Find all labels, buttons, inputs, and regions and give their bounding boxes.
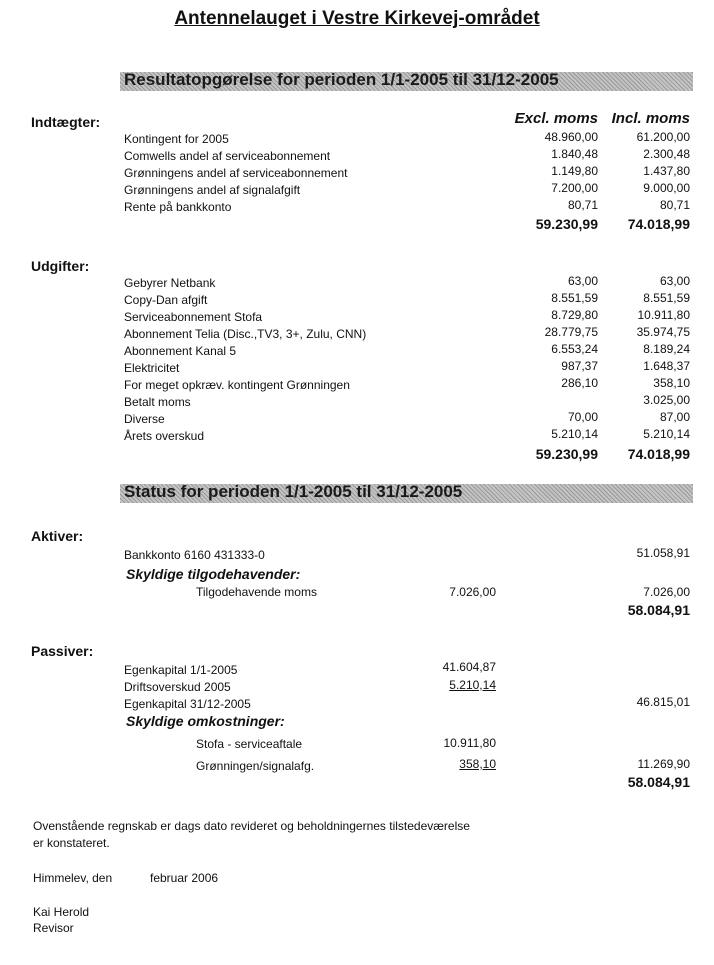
- expenses-row-label: Serviceabonnement Stofa: [124, 310, 263, 324]
- income-row-excl: 80,71: [567, 198, 598, 212]
- operating-surplus-label: Driftsoverskud 2005: [124, 680, 231, 694]
- expenses-row-label: Diverse: [124, 412, 165, 426]
- income-row-label: Comwells andel af serviceabonnement: [124, 149, 331, 163]
- expenses-row-incl: 87,00: [659, 410, 690, 424]
- income-row-excl: 1.840,48: [551, 147, 598, 161]
- bank-account-value: 51.058,91: [636, 546, 690, 560]
- equity-close-label: Egenkapital 31/12-2005: [124, 697, 251, 711]
- income-row-excl: 48.960,00: [544, 130, 598, 144]
- expenses-row-incl: 1.648,37: [643, 359, 690, 373]
- expenses-row-label: Betalt moms: [124, 395, 191, 409]
- document-title: Antennelauget i Vestre Kirkevej-området: [174, 8, 540, 29]
- gronningen-value: 358,10: [459, 757, 496, 771]
- expenses-row-excl: 63,00: [567, 274, 598, 288]
- bank-account-label: Bankkonto 6160 431333-0: [124, 548, 265, 562]
- expenses-total-incl: 74.018,99: [627, 446, 690, 462]
- income-row-label: Rente på bankkonto: [124, 200, 232, 214]
- income-row-label: Grønningens andel af signalafgift: [124, 183, 301, 197]
- expenses-row-incl: 5.210,14: [643, 427, 690, 441]
- expenses-row-label: For meget opkræv. kontingent Grønningen: [124, 378, 350, 392]
- income-row-label: Kontingent for 2005: [124, 132, 229, 146]
- expenses-row-incl: 35.974,75: [636, 325, 690, 339]
- expenses-row-label: Copy-Dan afgift: [124, 293, 208, 307]
- income-section-label: Indtægter:: [31, 114, 101, 130]
- receivables-heading: Skyldige tilgodehavender:: [126, 566, 301, 582]
- expenses-total-excl: 59.230,99: [535, 446, 598, 462]
- income-row-incl: 2.300,48: [643, 147, 690, 161]
- signature-date: februar 2006: [150, 871, 219, 885]
- payable-costs-total: 11.269,90: [637, 757, 690, 771]
- expenses-row-label: Årets overskud: [124, 429, 205, 443]
- expenses-row-excl: 286,10: [561, 376, 598, 390]
- incl-moms-header: Incl. moms: [611, 110, 690, 127]
- income-row-incl: 80,71: [659, 198, 690, 212]
- expenses-row-excl: 5.210,14: [551, 427, 598, 441]
- income-row-incl: 1.437,80: [643, 164, 690, 178]
- income-total-excl: 59.230,99: [535, 216, 598, 232]
- signer-title: Revisor: [33, 921, 74, 935]
- expenses-row-label: Abonnement Kanal 5: [124, 344, 237, 358]
- payable-costs-heading: Skyldige omkostninger:: [126, 713, 285, 729]
- expenses-row-excl: 6.553,24: [551, 342, 598, 356]
- expenses-row-incl: 63,00: [659, 274, 690, 288]
- excl-moms-header: Excl. moms: [514, 110, 598, 127]
- operating-surplus-value: 5.210,14: [449, 678, 496, 692]
- expenses-section-label: Udgifter:: [31, 258, 90, 274]
- status-period-band: [120, 484, 693, 503]
- stofa-label: Stofa - serviceaftale: [196, 737, 303, 751]
- signature-place: Himmelev, den: [33, 871, 113, 885]
- expenses-row-excl: 28.779,75: [544, 325, 598, 339]
- result-period-heading: Resultatopgørelse for perioden 1/1-2005 til 31/12-2005: [124, 70, 559, 89]
- equity-open-value: 41.604,87: [442, 660, 496, 674]
- expenses-row-label: Abonnement Telia (Disc.,TV3, 3+, Zulu, CNN): [124, 327, 367, 341]
- expenses-row-excl: 8.729,80: [551, 308, 598, 322]
- income-total-incl: 74.018,99: [627, 216, 690, 232]
- status-period-heading: Status for perioden 1/1-2005 til 31/12-2005: [124, 482, 463, 501]
- liabilities-section-label: Passiver:: [31, 643, 94, 659]
- income-row-incl: 61.200,00: [636, 130, 690, 144]
- expenses-row-incl: 8.189,24: [643, 342, 690, 356]
- receivable-vat-value: 7.026,00: [643, 585, 690, 599]
- receivable-vat-label: Tilgodehavende moms: [196, 585, 317, 599]
- expenses-row-incl: 358,10: [653, 376, 690, 390]
- income-row-excl: 7.200,00: [551, 181, 598, 195]
- audit-statement-line2: er konstateret.: [33, 836, 110, 850]
- receivable-vat-mid: 7.026,00: [449, 585, 496, 599]
- equity-open-label: Egenkapital 1/1-2005: [124, 663, 238, 677]
- expenses-row-label: Elektricitet: [124, 361, 180, 375]
- audit-statement-line1: Ovenstående regnskab er dags dato revideret og beholdningernes tilstedeværelse: [33, 819, 470, 833]
- assets-section-label: Aktiver:: [31, 528, 84, 544]
- expenses-row-incl: 10.911,80: [637, 308, 690, 322]
- income-row-label: Grønningens andel af serviceabonnement: [124, 166, 348, 180]
- expenses-row-excl: 8.551,59: [551, 291, 598, 305]
- liabilities-total: 58.084,91: [627, 774, 690, 790]
- assets-total: 58.084,91: [627, 602, 690, 618]
- stofa-value: 10.911,80: [443, 736, 496, 750]
- expenses-row-incl: 3.025,00: [643, 393, 690, 407]
- expenses-row-label: Gebyrer Netbank: [124, 276, 216, 290]
- gronningen-label: Grønningen/signalafg.: [196, 759, 315, 773]
- income-row-excl: 1.149,80: [551, 164, 598, 178]
- expenses-row-incl: 8.551,59: [643, 291, 690, 305]
- expenses-row-excl: 70,00: [567, 410, 598, 424]
- result-period-band: [120, 72, 693, 91]
- expenses-row-excl: 987,37: [561, 359, 598, 373]
- income-row-incl: 9.000,00: [643, 181, 690, 195]
- signer-name: Kai Herold: [33, 905, 90, 919]
- equity-close-value: 46.815,01: [636, 695, 690, 709]
